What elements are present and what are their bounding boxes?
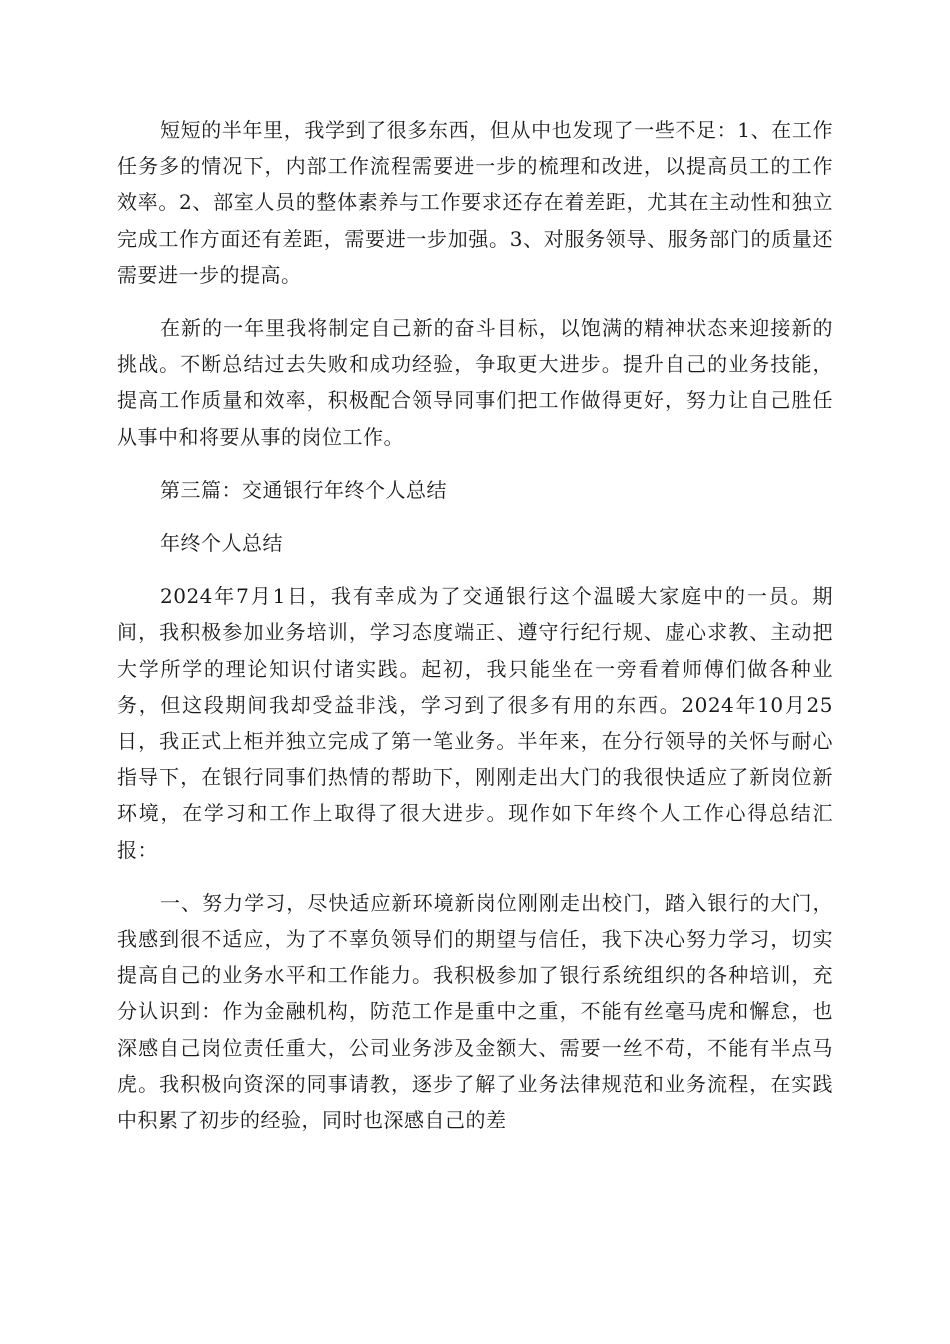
paragraph-study-hard: 一、努力学习，尽快适应新环境新岗位刚刚走出校门，踏入银行的大门，我感到很不适应，为了不辜负领导们的期望与信任，我下决心努力学习，切实提高自己的业务水平和工作能力。我积极参加了银行系统组织的各种培训，充分认识到：作为金融机构，防范工作是重中之重，不能有丝毫马虎和懈怠，也深感自己岗位责任重大，公司业务涉及金额大、需要一丝不苟，不能有半点马虎。我积极向资深的同事请教，逐步了解了业务法律规范和业务流程，在实践中积累了初步的经验，同时也深感自己的差 — [117, 890, 833, 1133]
section-subtitle: 年终个人总结 — [160, 531, 283, 556]
paragraph-new-year-goals: 在新的一年里我将制定自己新的奋斗目标，以饱满的精神状态来迎接新的挑战。不断总结过去失败和成功经验，争取更大进步。提升自己的业务技能，提高工作质量和效率，积极配合领导同事们把工作做得更好，努力让自己胜任从事中和将要从事的岗位工作。 — [117, 316, 833, 449]
document-page — [117, 112, 833, 1155]
paragraph-shortcomings: 短短的半年里，我学到了很多东西，但从中也发现了一些不足：1、在工作任务多的情况下，内部工作流程需要进一步的梳理和改进，以提高员工的工作效率。2、部室人员的整体素养与工作要求还存在着差距，尤其在主动性和独立完成工作方面还有差距，需要进一步加强。3、对服务领导、服务部门的质量还需要进一步的提高。 — [117, 118, 833, 287]
section-title: 第三篇：交通银行年终个人总结 — [160, 477, 447, 502]
paragraph-joining-bank: 2024年7月1日，我有幸成为了交通银行这个温暖大家庭中的一员。期间，我积极参加业务培训，学习态度端正、遵守行纪行规、虚心求教、主动把大学所学的理论知识付诸实践。起初，我只能坐在一旁看着师傅们做各种业务，但这段期间我却受益非浅，学习到了很多有用的东西。2024年10月25日，我正式上柜并独立完成了第一笔业务。半年来，在分行领导的关怀与耐心指导下，在银行同事们热情的帮助下，刚刚走出大门的我很快适应了新岗位新环境，在学习和工作上取得了很大进步。现作如下年终个人工作心得总结汇报： — [117, 584, 833, 862]
